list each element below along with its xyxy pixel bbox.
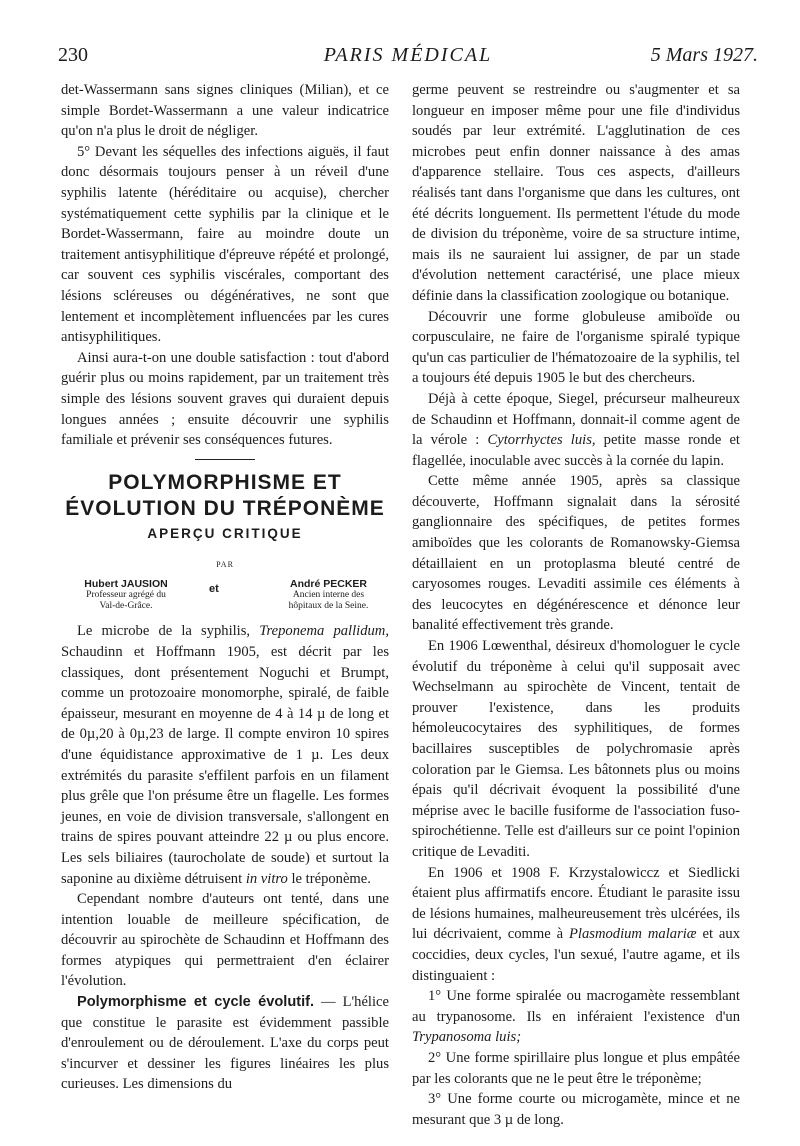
author-2 — [266, 579, 391, 612]
article-title-line: ÉVOLUTION DU TRÉPONÈME — [65, 497, 385, 521]
author-role: Ancien interne des — [292, 590, 365, 601]
italic-run: Plasmodium malariæ — [569, 926, 697, 943]
paragraph — [412, 389, 740, 471]
text-run: 1° Une forme spiralée ou macrogamète ressemblant au trypanosome. Ils en inféraient l'existence d'un — [412, 988, 740, 1025]
author-role: Val-de-Grâce. — [99, 601, 153, 612]
paragraph: Cette même année 1905, après sa classique découverte, Hoffmann signalait dans la sérosité ganglionnaire des spécifiques, de petites formes amiboïdes que les colorants de Romanowsky-Giemsa détaillaient en un protoplasma bleuté centré de caryosomes rouges. Levaditi assimile ces éléments à des leucocytes en dégénérescence et dénonce leur banalité effectivement très grande. — [412, 473, 740, 634]
italic-run: Cytorrhyctes luis, — [487, 432, 596, 449]
left-column — [61, 80, 389, 1095]
byline-par: PAR — [216, 559, 234, 569]
section-heading: Polymorphisme et cycle évolutif. — [77, 994, 315, 1011]
paragraph — [412, 863, 740, 987]
journal-title: PARIS MÉDICAL — [323, 44, 493, 66]
text-run: En 1906 et 1908 F. Krzystalowiccz et Siedlicki étaient plus affirmatifs encore. Étudiant le parasite issu de lésions humaines, malheureusement très ulcérées, ils lui décrivaient, comme à — [412, 864, 740, 943]
paragraph: Ainsi aura-t-on une double satisfaction : tout d'abord guérir plus ou moins rapidement, par un traitement très simple des lésions souvent graves qui duraient depuis longues années ; ensuite découvrir une syphilis familiale et prévenir ses conséquences futures. — [61, 349, 389, 449]
italic-run: Treponema pallidum, — [259, 623, 389, 640]
text-run: Le microbe de la syphilis, — [77, 623, 260, 640]
author-name: Hubert JAUSION — [84, 578, 168, 591]
text-run: — L'hélice que constitue le parasite est évidemment passible d'enroulement ou de déroulement. L'axe du corps peut s'incurver et dessiner les figures linéaires les plus curieuses. Les dimensions du — [61, 994, 389, 1093]
paragraph: Découvrir une forme globuleuse amiboïde ou corpusculaire, ne faire de l'organisme spiralé typique qu'un cas particulier de l'hématozoaire de la syphilis, tel a toujours été depuis 1905 le but des chercheurs. — [412, 308, 740, 387]
article-subtitle: APERÇU CRITIQUE — [147, 526, 303, 542]
paragraph: Cependant nombre d'auteurs ont tenté, dans une intention louable de meilleure spécification, de découvrir au spirochète de Schaudinn et Hoffmann des formes atypiques qui permettraient d'en éclairer l'évolution. — [61, 891, 389, 990]
page-number: 230 — [58, 44, 88, 66]
article-title-line: POLYMORPHISME ET — [108, 471, 342, 495]
issue-date: 5 Mars 1927. — [650, 44, 758, 66]
separator-rule — [195, 459, 255, 461]
author-conjunction: et — [209, 583, 219, 596]
author-role: Professeur agrégé du — [86, 590, 166, 601]
text-run: Schaudinn et Hoffmann 1905, est décrit par les classiques, dont présentement Noguchi et Brumpt, comme un protozoaire monomorphe, spiralé, de faible épaisseur, mesurant en moyenne de 4 à 14 µ de long et de 0µ,20 à 0µ,23 de large. Il compte environ 10 spires d'une équidistance approximative de 1 µ. Les deux extrémités du parasite s'effilent parfois en un filament plus grêle que l'on présume être un flagelle. Les formes jeunes, en voie de division transversale, s'allongent en trains de spires pouvant atteindre 22 µ ou plus encore. Les sels biliaires (taurocholate de soude) et surtout la saponine au dixième détruisent — [61, 643, 389, 887]
paragraph: det-Wassermann sans signes cliniques (Milian), et ce simple Bordet-Wassermann a une valeur indicatrice qu'on n'a plus le droit de négliger. — [61, 82, 389, 140]
paragraph: En 1906 Lœwenthal, désireux d'homologuer le cycle évolutif du tréponème à celui qu'il supposait avec Wechselmann au spirochète de Vincent, tentait de prouver l'existence, dans les produits hémoleucocytaires des syphilitiques, de formes bacillaires susceptibles de polychromasie après coloration par le Giemsa. Les bâtonnets plus ou moins épais qu'il décrivait évoquent la possibilité d'une méprise avec le bacille fusiforme de l'association fuso-spirochétienne. Telle est d'ailleurs sur ce point l'opinion critique de Levaditi. — [412, 638, 740, 860]
section-paragraph — [61, 992, 389, 1095]
list-item: 2° Une forme spirillaire plus longue et plus empâtée par les colorants que ne le peut être le tréponème; — [412, 1049, 740, 1087]
text-run: le tréponème. — [287, 870, 371, 887]
author-name: André PECKER — [289, 578, 367, 591]
authors-block — [61, 579, 389, 621]
author-1 — [61, 579, 191, 612]
text-run: Déjà à cette époque, Siegel, précurseur malheureux de Schaudinn et Hoffmann, donnait-il comme agent de la vérole : — [412, 390, 740, 449]
italic-run: Trypanosoma luis; — [412, 1029, 522, 1046]
page-header — [58, 44, 758, 74]
list-item: 3° Une forme courte ou microgamète, mince et ne mesurant que 3 µ de long. — [412, 1091, 740, 1128]
text-run: petite masse ronde et flagellée, inoculable avec succès à la cornée du lapin. — [412, 432, 740, 469]
text-run: et aux coccidies, deux cycles, l'un sexué, l'autre agame, et ils distinguaient : — [412, 926, 740, 984]
paragraph: 5° Devant les séquelles des infections aiguës, il faut donc désormais toujours penser à un réveil d'une syphilis latente (héréditaire ou acquise), chercher systématiquement cette syphilis par la clinique et le Bordet-Wassermann, faire au moindre doute un traitement antisyphilitique d'épreuve répété et prolongé, car souvent ces syphilis viscérales, comportant des lésions scléreuses ou dégénératives, ne sont que lentement et incomplètement influencées par les cures antisyphilitiques. — [61, 143, 389, 346]
italic-run: in vitro — [245, 870, 288, 887]
right-column — [412, 80, 740, 1130]
list-item — [412, 986, 740, 1048]
paragraph: germe peuvent se restreindre ou s'augmenter et sa longueur en imposer même pour une file d'individus soudés par leur extrémité. L'agglutination de ces microbes peut enfin donner naissance à des amas d'apparence stellaire. Tous ces aspects, d'ailleurs réalisés tant dans l'organisme que dans les cultures, ont été décrits longuement. Ils permettent l'étude du mode de division du tréponème, voire de sa structure intime, mais ils ne sauraient lui assigner, de par un stade d'évolution nettement caractérisé, une place mieux définie dans la classification zoologique ou botanique. — [412, 82, 740, 304]
paragraph — [61, 621, 389, 889]
article-title — [61, 470, 389, 522]
author-role: hôpitaux de la Seine. — [288, 601, 369, 612]
